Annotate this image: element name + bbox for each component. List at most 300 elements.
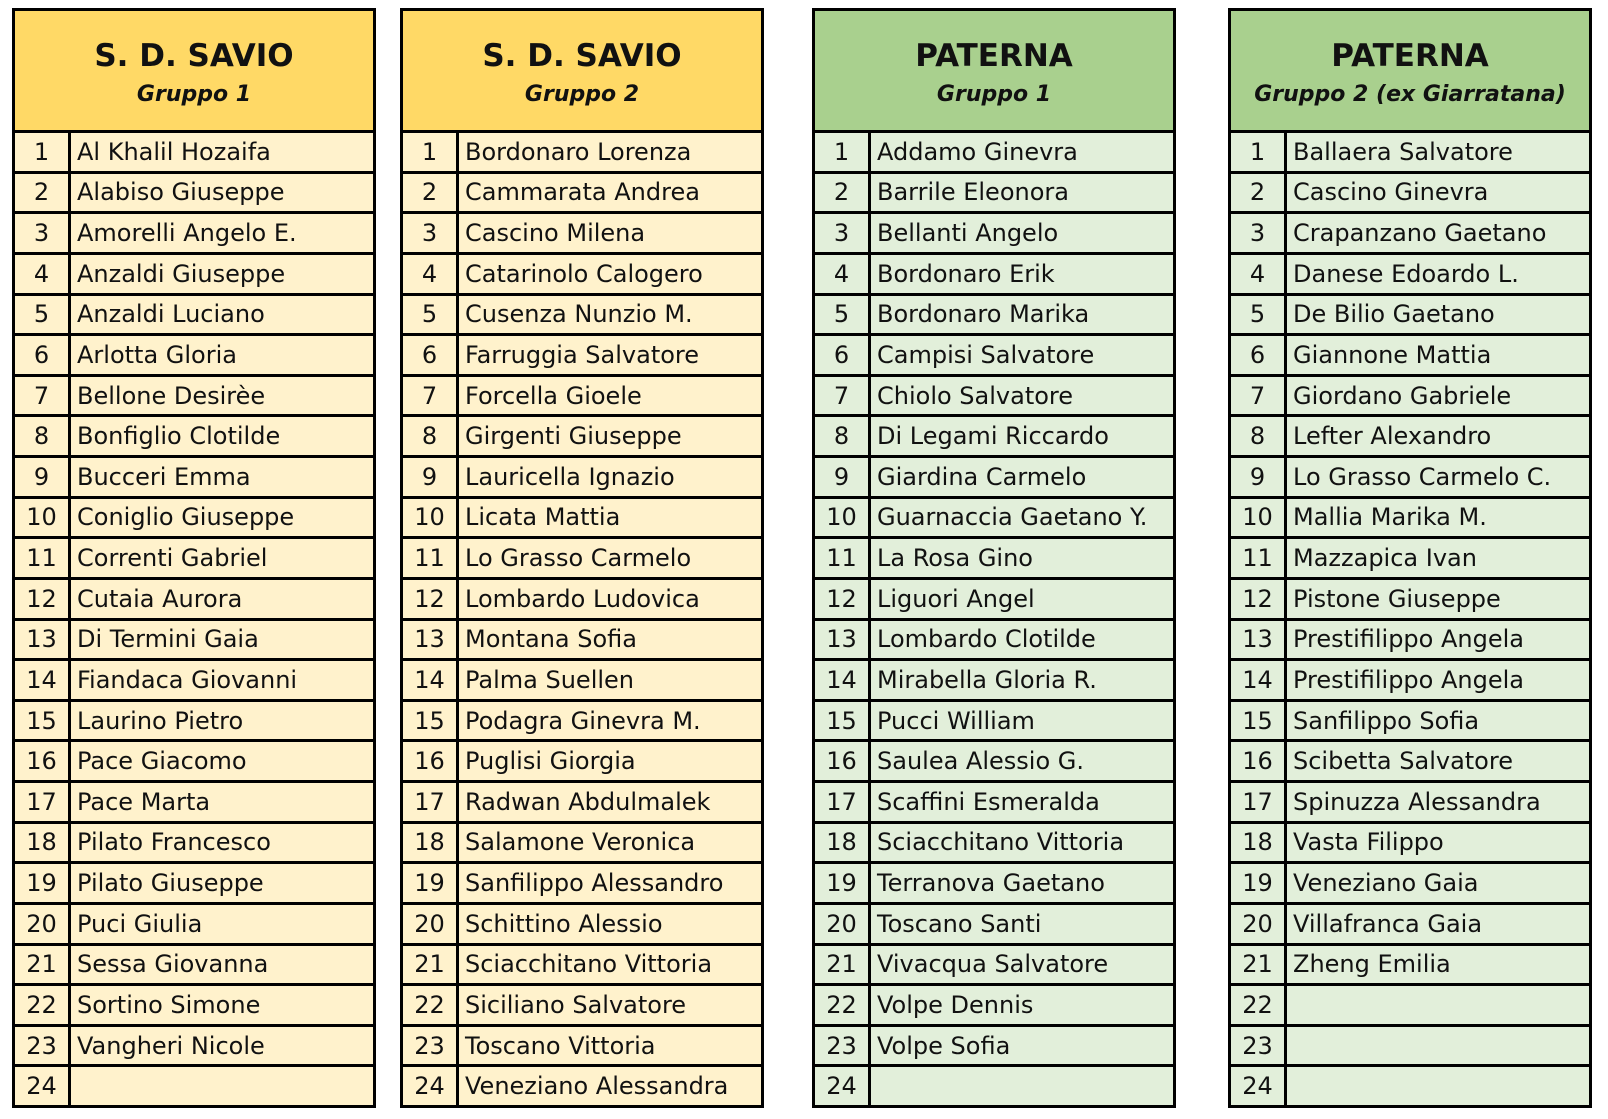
list-item bbox=[815, 255, 1173, 296]
row-number: 20 bbox=[815, 905, 871, 943]
list-item bbox=[1231, 336, 1589, 377]
group-header bbox=[403, 11, 761, 133]
list-item bbox=[15, 1027, 373, 1068]
list-item bbox=[815, 1067, 1173, 1105]
list-item bbox=[1231, 458, 1589, 499]
row-number: 16 bbox=[815, 742, 871, 780]
row-number: 17 bbox=[15, 783, 71, 821]
row-number: 9 bbox=[403, 458, 459, 496]
row-number: 7 bbox=[15, 377, 71, 415]
list-item bbox=[403, 986, 761, 1027]
list-item bbox=[815, 377, 1173, 418]
row-number: 18 bbox=[815, 824, 871, 862]
student-name: Sessa Giovanna bbox=[77, 950, 269, 979]
student-name: Spinuzza Alessandra bbox=[1293, 787, 1541, 816]
list-item bbox=[403, 621, 761, 662]
list-item bbox=[815, 986, 1173, 1027]
row-number: 18 bbox=[15, 824, 71, 862]
student-name: Bellone Desirèe bbox=[77, 381, 266, 410]
list-item bbox=[1231, 174, 1589, 215]
student-name: Volpe Dennis bbox=[877, 990, 1034, 1019]
student-name: Veneziano Gaia bbox=[1293, 869, 1479, 898]
row-number: 13 bbox=[815, 621, 871, 659]
row-number: 9 bbox=[15, 458, 71, 496]
row-number: 11 bbox=[403, 539, 459, 577]
student-name: Pucci William bbox=[877, 706, 1035, 735]
student-name: Giordano Gabriele bbox=[1293, 381, 1512, 410]
row-number: 5 bbox=[403, 296, 459, 334]
row-number: 23 bbox=[403, 1027, 459, 1065]
row-number: 21 bbox=[15, 946, 71, 984]
row-number: 16 bbox=[15, 742, 71, 780]
list-item bbox=[403, 133, 761, 174]
group-title: PATERNA bbox=[1331, 37, 1489, 74]
student-name: Sanfilippo Sofia bbox=[1293, 706, 1480, 735]
row-number: 5 bbox=[1231, 296, 1287, 334]
student-name: Puglisi Giorgia bbox=[465, 747, 636, 776]
row-number: 11 bbox=[15, 539, 71, 577]
list-item bbox=[15, 1067, 373, 1105]
list-item bbox=[1231, 377, 1589, 418]
student-name: Farruggia Salvatore bbox=[465, 340, 700, 369]
row-number: 1 bbox=[15, 133, 71, 171]
student-name: Vangheri Nicole bbox=[77, 1031, 265, 1060]
row-number: 7 bbox=[1231, 377, 1287, 415]
list-item bbox=[15, 864, 373, 905]
list-item bbox=[815, 539, 1173, 580]
student-name: Anzaldi Giuseppe bbox=[77, 259, 286, 288]
row-number: 14 bbox=[15, 661, 71, 699]
student-name: Lo Grasso Carmelo C. bbox=[1293, 462, 1552, 491]
student-name: Ballaera Salvatore bbox=[1293, 137, 1513, 166]
list-item bbox=[15, 742, 373, 783]
student-name: Cascino Milena bbox=[465, 219, 646, 248]
group-header bbox=[1231, 11, 1589, 133]
student-name: Pilato Francesco bbox=[77, 828, 271, 857]
list-item bbox=[1231, 742, 1589, 783]
row-number: 14 bbox=[1231, 661, 1287, 699]
list-item bbox=[15, 905, 373, 946]
row-number: 2 bbox=[815, 174, 871, 212]
row-number: 23 bbox=[15, 1027, 71, 1065]
row-number: 13 bbox=[403, 621, 459, 659]
row-number: 3 bbox=[403, 214, 459, 252]
student-name: Bordonaro Erik bbox=[877, 259, 1055, 288]
group-savio-2 bbox=[400, 8, 764, 1108]
row-number: 17 bbox=[403, 783, 459, 821]
row-number: 19 bbox=[1231, 864, 1287, 902]
list-item bbox=[815, 621, 1173, 662]
row-number: 14 bbox=[815, 661, 871, 699]
row-number: 3 bbox=[15, 214, 71, 252]
list-item bbox=[815, 133, 1173, 174]
row-number: 13 bbox=[1231, 621, 1287, 659]
row-number: 12 bbox=[1231, 580, 1287, 618]
list-item bbox=[403, 824, 761, 865]
list-item bbox=[815, 417, 1173, 458]
row-number: 1 bbox=[1231, 133, 1287, 171]
student-name: Cusenza Nunzio M. bbox=[465, 300, 693, 329]
student-name bbox=[1287, 986, 1589, 1024]
student-name: Addamo Ginevra bbox=[877, 137, 1078, 166]
list-item bbox=[403, 296, 761, 337]
row-number: 9 bbox=[815, 458, 871, 496]
list-item bbox=[403, 214, 761, 255]
list-item bbox=[1231, 702, 1589, 743]
student-name: Di Legami Riccardo bbox=[877, 422, 1109, 451]
list-item bbox=[815, 905, 1173, 946]
row-number: 24 bbox=[815, 1067, 871, 1105]
list-item bbox=[15, 702, 373, 743]
row-number: 10 bbox=[815, 499, 871, 537]
student-name: Bellanti Angelo bbox=[877, 219, 1059, 248]
list-item bbox=[815, 458, 1173, 499]
list-item bbox=[1231, 905, 1589, 946]
student-name: Vasta Filippo bbox=[1293, 828, 1444, 857]
row-number: 15 bbox=[15, 702, 71, 740]
student-name: Arlotta Gloria bbox=[77, 340, 237, 369]
student-name: Radwan Abdulmalek bbox=[465, 787, 711, 816]
row-number: 1 bbox=[403, 133, 459, 171]
row-number: 12 bbox=[15, 580, 71, 618]
student-name: Pace Giacomo bbox=[77, 747, 247, 776]
group-title: S. D. SAVIO bbox=[482, 37, 682, 74]
student-name: Cascino Ginevra bbox=[1293, 178, 1489, 207]
row-number: 10 bbox=[403, 499, 459, 537]
student-name: Vivacqua Salvatore bbox=[877, 950, 1109, 979]
row-number: 14 bbox=[403, 661, 459, 699]
list-item bbox=[815, 296, 1173, 337]
list-item bbox=[15, 580, 373, 621]
list-item bbox=[1231, 499, 1589, 540]
row-number: 20 bbox=[15, 905, 71, 943]
student-name: Mirabella Gloria R. bbox=[877, 665, 1097, 694]
list-item bbox=[1231, 133, 1589, 174]
list-item bbox=[1231, 824, 1589, 865]
list-item bbox=[15, 621, 373, 662]
list-item bbox=[1231, 946, 1589, 987]
student-name: Mallia Marika M. bbox=[1293, 503, 1487, 532]
row-number: 2 bbox=[15, 174, 71, 212]
student-name: Di Termini Gaia bbox=[77, 625, 259, 654]
list-item bbox=[1231, 621, 1589, 662]
list-item bbox=[15, 377, 373, 418]
list-item bbox=[15, 539, 373, 580]
list-item bbox=[403, 702, 761, 743]
row-number: 22 bbox=[403, 986, 459, 1024]
row-number: 20 bbox=[1231, 905, 1287, 943]
list-item bbox=[15, 417, 373, 458]
row-number: 23 bbox=[1231, 1027, 1287, 1065]
row-number: 16 bbox=[403, 742, 459, 780]
list-item bbox=[403, 458, 761, 499]
student-name: Sanfilippo Alessandro bbox=[465, 869, 724, 898]
list-item bbox=[1231, 1067, 1589, 1105]
student-name: Saulea Alessio G. bbox=[877, 747, 1084, 776]
list-item bbox=[403, 417, 761, 458]
list-item bbox=[403, 946, 761, 987]
student-name: Bonfiglio Clotilde bbox=[77, 422, 281, 451]
group-title: S. D. SAVIO bbox=[94, 37, 294, 74]
row-number: 24 bbox=[15, 1067, 71, 1105]
group-list bbox=[15, 133, 373, 1105]
student-name: Toscano Vittoria bbox=[465, 1031, 656, 1060]
student-name: Campisi Salvatore bbox=[877, 340, 1095, 369]
row-number: 4 bbox=[1231, 255, 1287, 293]
list-item bbox=[1231, 986, 1589, 1027]
group-title: PATERNA bbox=[915, 37, 1073, 74]
student-name: De Bilio Gaetano bbox=[1293, 300, 1495, 329]
student-name: Podagra Ginevra M. bbox=[465, 706, 701, 735]
row-number: 21 bbox=[403, 946, 459, 984]
list-item bbox=[1231, 661, 1589, 702]
student-name: Anzaldi Luciano bbox=[77, 300, 265, 329]
student-name: Licata Mattia bbox=[465, 503, 621, 532]
row-number: 1 bbox=[815, 133, 871, 171]
row-number: 12 bbox=[403, 580, 459, 618]
student-name: Volpe Sofia bbox=[877, 1031, 1011, 1060]
student-name: Barrile Eleonora bbox=[877, 178, 1069, 207]
student-name bbox=[1287, 1027, 1589, 1065]
student-name: Lombardo Clotilde bbox=[877, 625, 1096, 654]
row-number: 19 bbox=[15, 864, 71, 902]
student-name: Chiolo Salvatore bbox=[877, 381, 1074, 410]
row-number: 3 bbox=[815, 214, 871, 252]
student-name: Prestifilippo Angela bbox=[1293, 625, 1524, 654]
row-number: 6 bbox=[1231, 336, 1287, 374]
list-item bbox=[815, 580, 1173, 621]
group-savio-1 bbox=[12, 8, 376, 1108]
list-item bbox=[15, 783, 373, 824]
student-name: Scibetta Salvatore bbox=[1293, 747, 1513, 776]
group-paterna-1 bbox=[812, 8, 1176, 1108]
row-number: 13 bbox=[15, 621, 71, 659]
student-name: Alabiso Giuseppe bbox=[77, 178, 285, 207]
list-item bbox=[815, 499, 1173, 540]
list-item bbox=[815, 864, 1173, 905]
list-item bbox=[403, 174, 761, 215]
row-number: 8 bbox=[1231, 417, 1287, 455]
list-item bbox=[403, 1027, 761, 1068]
list-item bbox=[15, 946, 373, 987]
student-name: Terranova Gaetano bbox=[877, 869, 1105, 898]
list-item bbox=[1231, 783, 1589, 824]
list-item bbox=[15, 824, 373, 865]
list-item bbox=[815, 336, 1173, 377]
list-item bbox=[815, 702, 1173, 743]
student-name bbox=[871, 1067, 1173, 1105]
student-name: Danese Edoardo L. bbox=[1293, 259, 1519, 288]
list-item bbox=[403, 1067, 761, 1105]
row-number: 16 bbox=[1231, 742, 1287, 780]
list-item bbox=[1231, 214, 1589, 255]
list-item bbox=[403, 864, 761, 905]
student-name: Al Khalil Hozaifa bbox=[77, 137, 271, 166]
row-number: 22 bbox=[1231, 986, 1287, 1024]
student-name: Cammarata Andrea bbox=[465, 178, 700, 207]
row-number: 2 bbox=[1231, 174, 1287, 212]
row-number: 21 bbox=[815, 946, 871, 984]
list-item bbox=[815, 946, 1173, 987]
student-name: Liguori Angel bbox=[877, 584, 1035, 613]
student-name: Puci Giulia bbox=[77, 909, 203, 938]
student-name: Giannone Mattia bbox=[1293, 340, 1492, 369]
student-name: Fiandaca Giovanni bbox=[77, 665, 298, 694]
row-number: 7 bbox=[815, 377, 871, 415]
list-item bbox=[403, 742, 761, 783]
student-name: La Rosa Gino bbox=[877, 544, 1033, 573]
student-name: Sciacchitano Vittoria bbox=[465, 950, 713, 979]
student-name: Salamone Veronica bbox=[465, 828, 696, 857]
group-header bbox=[15, 11, 373, 133]
row-number: 24 bbox=[1231, 1067, 1287, 1105]
group-subtitle: Gruppo 1 bbox=[136, 81, 252, 107]
list-item bbox=[1231, 539, 1589, 580]
row-number: 6 bbox=[15, 336, 71, 374]
list-item bbox=[1231, 296, 1589, 337]
student-name: Sciacchitano Vittoria bbox=[877, 828, 1125, 857]
row-number: 17 bbox=[1231, 783, 1287, 821]
student-name: Mazzapica Ivan bbox=[1293, 544, 1477, 573]
row-number: 18 bbox=[403, 824, 459, 862]
student-name: Bordonaro Marika bbox=[877, 300, 1090, 329]
list-item bbox=[403, 661, 761, 702]
row-number: 15 bbox=[403, 702, 459, 740]
row-number: 5 bbox=[15, 296, 71, 334]
list-item bbox=[1231, 417, 1589, 458]
student-name: Siciliano Salvatore bbox=[465, 990, 687, 1019]
student-name: Lefter Alexandro bbox=[1293, 422, 1492, 451]
list-item bbox=[15, 214, 373, 255]
student-name: Schittino Alessio bbox=[465, 909, 663, 938]
group-list bbox=[815, 133, 1173, 1105]
student-name: Correnti Gabriel bbox=[77, 544, 268, 573]
list-item bbox=[815, 174, 1173, 215]
student-name bbox=[71, 1067, 373, 1105]
list-item bbox=[15, 296, 373, 337]
student-name: Sortino Simone bbox=[77, 990, 261, 1019]
student-name: Pace Marta bbox=[77, 787, 211, 816]
row-number: 22 bbox=[815, 986, 871, 1024]
row-number: 3 bbox=[1231, 214, 1287, 252]
row-number: 4 bbox=[403, 255, 459, 293]
list-item bbox=[15, 336, 373, 377]
student-name: Laurino Pietro bbox=[77, 706, 244, 735]
group-list bbox=[1231, 133, 1589, 1105]
group-subtitle: Gruppo 2 bbox=[524, 81, 640, 107]
student-name: Coniglio Giuseppe bbox=[77, 503, 295, 532]
student-name: Cutaia Aurora bbox=[77, 584, 243, 613]
student-name: Giardina Carmelo bbox=[877, 462, 1087, 491]
student-name: Palma Suellen bbox=[465, 665, 635, 694]
row-number: 23 bbox=[815, 1027, 871, 1065]
row-number: 10 bbox=[15, 499, 71, 537]
row-number: 11 bbox=[1231, 539, 1287, 577]
row-number: 21 bbox=[1231, 946, 1287, 984]
row-number: 6 bbox=[403, 336, 459, 374]
row-number: 12 bbox=[815, 580, 871, 618]
row-number: 22 bbox=[15, 986, 71, 1024]
list-item bbox=[403, 783, 761, 824]
student-name: Scaffini Esmeralda bbox=[877, 787, 1100, 816]
student-name: Forcella Gioele bbox=[465, 381, 642, 410]
list-item bbox=[15, 499, 373, 540]
row-number: 20 bbox=[403, 905, 459, 943]
list-item bbox=[403, 377, 761, 418]
row-number: 9 bbox=[1231, 458, 1287, 496]
list-item bbox=[1231, 580, 1589, 621]
student-name: Pistone Giuseppe bbox=[1293, 584, 1501, 613]
list-item bbox=[403, 336, 761, 377]
row-number: 4 bbox=[815, 255, 871, 293]
list-item bbox=[815, 661, 1173, 702]
list-item bbox=[15, 986, 373, 1027]
list-item bbox=[815, 1027, 1173, 1068]
student-name: Veneziano Alessandra bbox=[465, 1072, 729, 1101]
list-item bbox=[403, 499, 761, 540]
student-name: Prestifilippo Angela bbox=[1293, 665, 1524, 694]
list-item bbox=[15, 255, 373, 296]
row-number: 17 bbox=[815, 783, 871, 821]
group-subtitle: Gruppo 1 bbox=[936, 81, 1052, 107]
student-name: Amorelli Angelo E. bbox=[77, 219, 297, 248]
list-item bbox=[403, 255, 761, 296]
row-number: 15 bbox=[1231, 702, 1287, 740]
group-header bbox=[815, 11, 1173, 133]
row-number: 8 bbox=[15, 417, 71, 455]
list-item bbox=[15, 133, 373, 174]
row-number: 6 bbox=[815, 336, 871, 374]
student-name: Guarnaccia Gaetano Y. bbox=[877, 503, 1148, 532]
row-number: 7 bbox=[403, 377, 459, 415]
student-name: Girgenti Giuseppe bbox=[465, 422, 682, 451]
list-item bbox=[1231, 1027, 1589, 1068]
group-subtitle: Gruppo 2 (ex Giarratana) bbox=[1254, 81, 1566, 107]
student-name: Lombardo Ludovica bbox=[465, 584, 700, 613]
group-list bbox=[403, 133, 761, 1105]
list-item bbox=[815, 783, 1173, 824]
row-number: 11 bbox=[815, 539, 871, 577]
list-item bbox=[15, 458, 373, 499]
student-name: Zheng Emilia bbox=[1293, 950, 1451, 979]
group-paterna-2 bbox=[1228, 8, 1592, 1108]
student-name: Lauricella Ignazio bbox=[465, 462, 675, 491]
row-number: 18 bbox=[1231, 824, 1287, 862]
list-item bbox=[815, 742, 1173, 783]
student-name: Toscano Santi bbox=[877, 909, 1042, 938]
list-item bbox=[15, 661, 373, 702]
row-number: 19 bbox=[815, 864, 871, 902]
row-number: 19 bbox=[403, 864, 459, 902]
student-name: Bordonaro Lorenza bbox=[465, 137, 692, 166]
student-name: Villafranca Gaia bbox=[1293, 909, 1483, 938]
row-number: 4 bbox=[15, 255, 71, 293]
list-item bbox=[815, 824, 1173, 865]
student-name: Lo Grasso Carmelo bbox=[465, 544, 692, 573]
list-item bbox=[815, 214, 1173, 255]
row-number: 8 bbox=[403, 417, 459, 455]
student-name: Montana Sofia bbox=[465, 625, 638, 654]
list-item bbox=[403, 905, 761, 946]
list-item bbox=[15, 174, 373, 215]
student-name bbox=[1287, 1067, 1589, 1105]
row-number: 10 bbox=[1231, 499, 1287, 537]
row-number: 15 bbox=[815, 702, 871, 740]
student-name: Pilato Giuseppe bbox=[77, 869, 264, 898]
row-number: 5 bbox=[815, 296, 871, 334]
list-item bbox=[403, 539, 761, 580]
list-item bbox=[1231, 864, 1589, 905]
